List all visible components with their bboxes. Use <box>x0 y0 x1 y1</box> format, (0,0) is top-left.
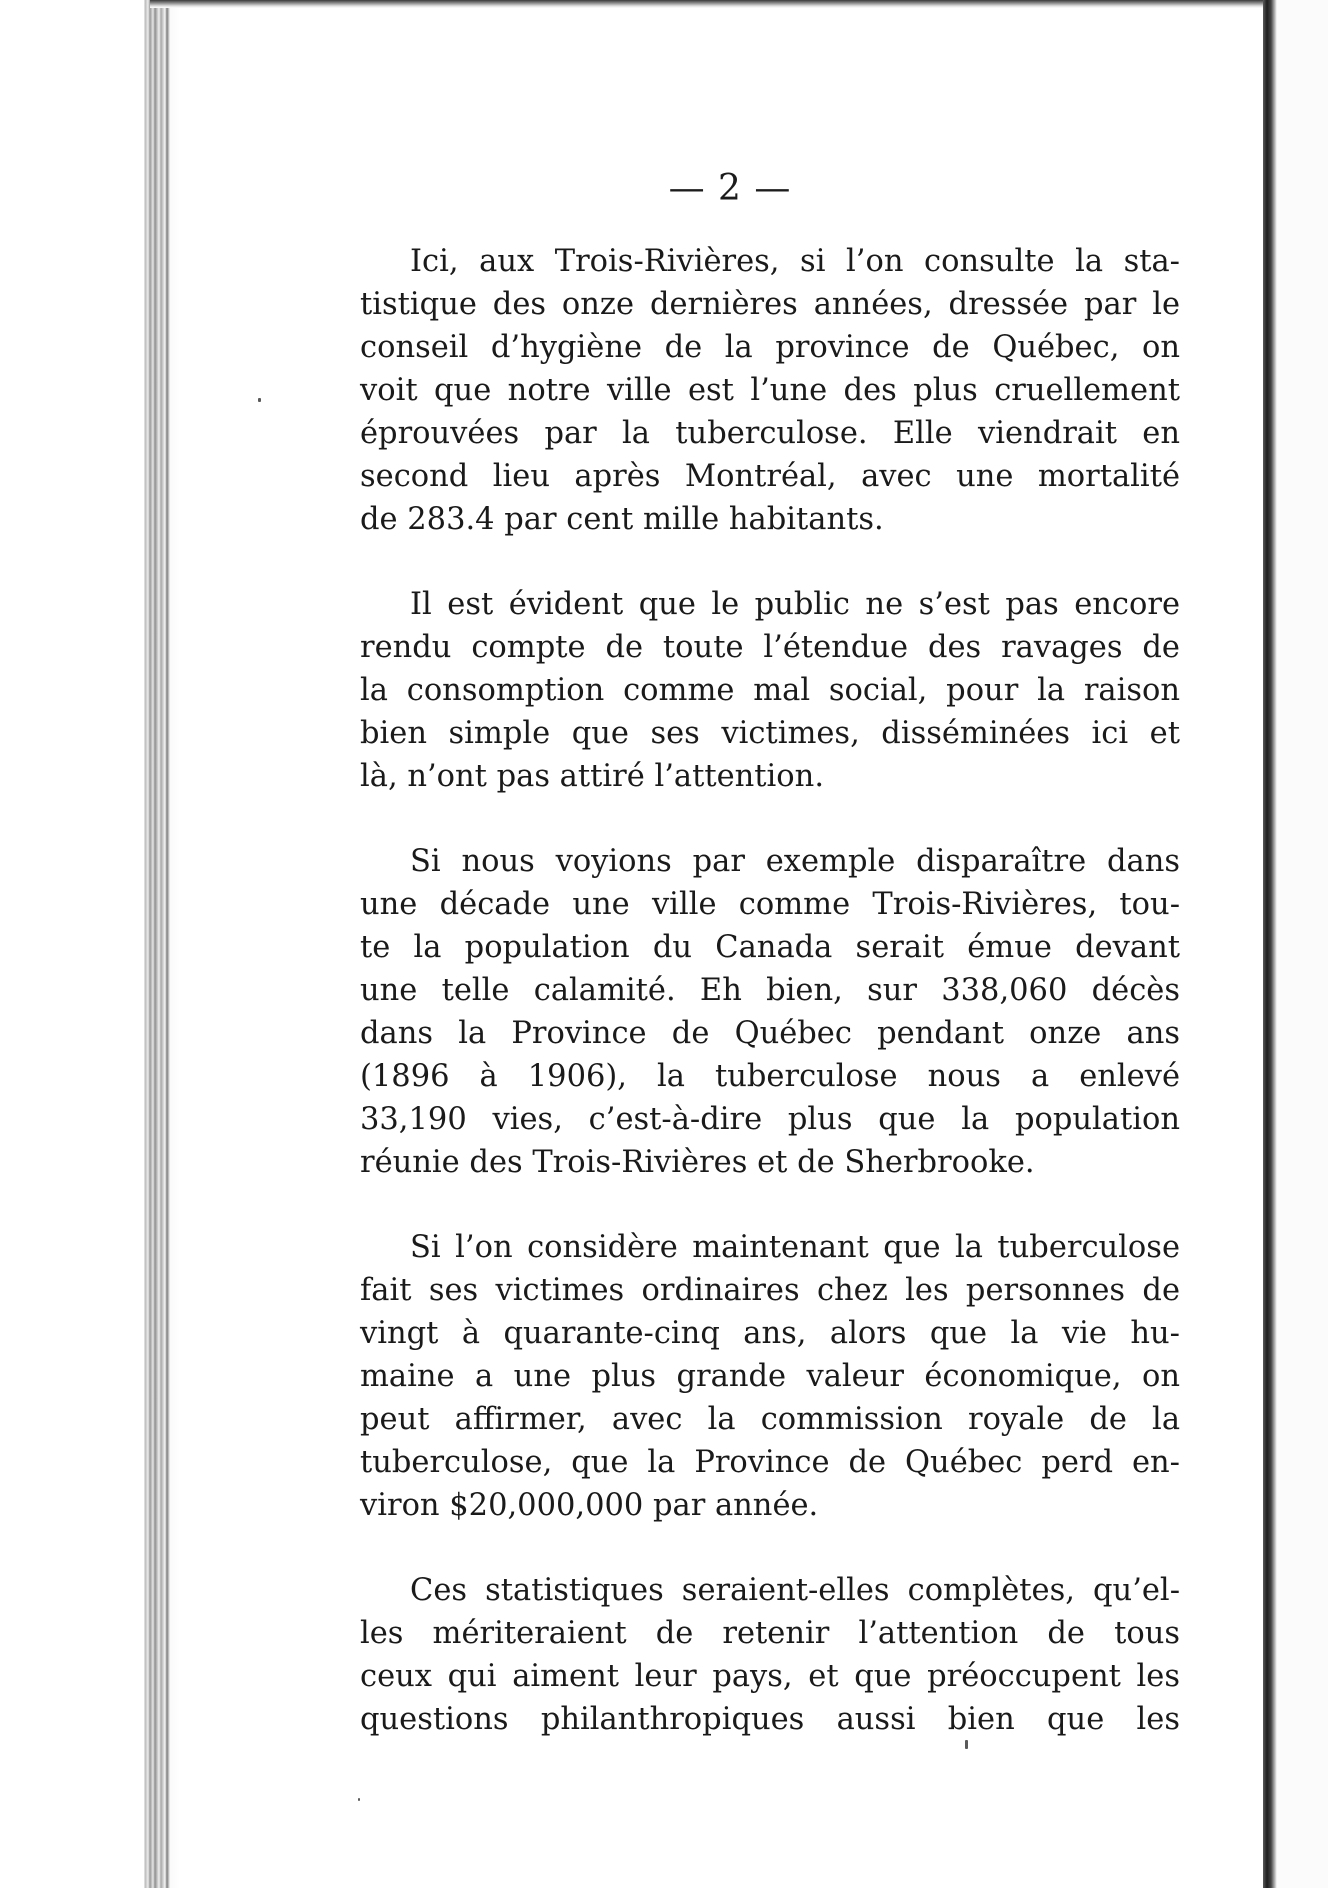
text-line: second lieu après Montréal, avec une mortalité <box>360 459 1180 494</box>
text-line: les mériteraient de retenir l’attention de tous <box>360 1616 1180 1651</box>
ink-speck <box>965 1740 968 1749</box>
paragraph-4 <box>360 1226 1180 1527</box>
text-line: vingt à quarante-cinq ans, alors que la vie hu- <box>360 1316 1180 1351</box>
text-line: 33,190 vies, c’est-à-dire plus que la population <box>360 1102 1180 1137</box>
text-line: maine a une plus grande valeur économique, on <box>360 1359 1180 1394</box>
text-line: une telle calamité. Eh bien, sur 338,060 décès <box>360 973 1180 1008</box>
text-line: Ces statistiques seraient-elles complètes, qu’el- <box>410 1573 1180 1608</box>
text-line: une décade une ville comme Trois-Rivières, tou- <box>360 887 1180 922</box>
paragraph-1 <box>360 240 1180 541</box>
text-line: te la population du Canada serait émue devant <box>360 930 1180 965</box>
text-line: la consomption comme mal social, pour la raison <box>360 673 1180 708</box>
text-line: bien simple que ses victimes, disséminées ici et <box>360 716 1180 751</box>
page-right-edge <box>1263 0 1277 1888</box>
ink-speck <box>358 1798 360 1801</box>
text-line: fait ses victimes ordinaires chez les personnes de <box>360 1273 1180 1308</box>
paragraph-2 <box>360 583 1180 798</box>
text-line: voit que notre ville est l’une des plus cruellement <box>360 373 1180 408</box>
ink-speck <box>258 398 261 402</box>
text-line: dans la Province de Québec pendant onze ans <box>360 1016 1180 1051</box>
text-line: de 283.4 par cent mille habitants. <box>360 502 884 537</box>
text-line: rendu compte de toute l’étendue des ravages de <box>360 630 1180 665</box>
text-line: Ici, aux Trois-Rivières, si l’on consulte la sta- <box>410 244 1180 279</box>
text-line: ceux qui aiment leur pays, et que préoccupent les <box>360 1659 1180 1694</box>
text-line: réunie des Trois-Rivières et de Sherbrooke. <box>360 1145 1035 1180</box>
text-line: viron $20,000,000 par année. <box>360 1488 819 1523</box>
text-line: (1896 à 1906), la tuberculose nous a enlevé <box>360 1059 1180 1094</box>
text-line: éprouvées par la tuberculose. Elle viendrait en <box>360 416 1180 451</box>
text-line: tistique des onze dernières années, dressée par le <box>360 287 1180 322</box>
paragraph-5 <box>360 1569 1180 1741</box>
scan-right-margin <box>1277 0 1328 1888</box>
text-line: tuberculose, que la Province de Québec perd en- <box>360 1445 1180 1480</box>
page-top-edge <box>150 0 1270 8</box>
text-line: là, n’ont pas attiré l’attention. <box>360 759 825 794</box>
page-number: — 2 — <box>668 168 792 209</box>
text-line: peut affirmer, avec la commission royale de la <box>360 1402 1180 1437</box>
text-line: Si l’on considère maintenant que la tuberculose <box>410 1230 1180 1265</box>
paragraph-3 <box>360 840 1180 1184</box>
text-line: questions philanthropiques aussi bien que les <box>360 1702 1180 1737</box>
text-line: Si nous voyions par exemple disparaître dans <box>410 844 1180 879</box>
text-line: Il est évident que le public ne s’est pas encore <box>410 587 1180 622</box>
page-binding-edge <box>140 0 180 1888</box>
body-text <box>360 240 1180 1741</box>
text-line: conseil d’hygiène de la province de Québec, on <box>360 330 1180 365</box>
